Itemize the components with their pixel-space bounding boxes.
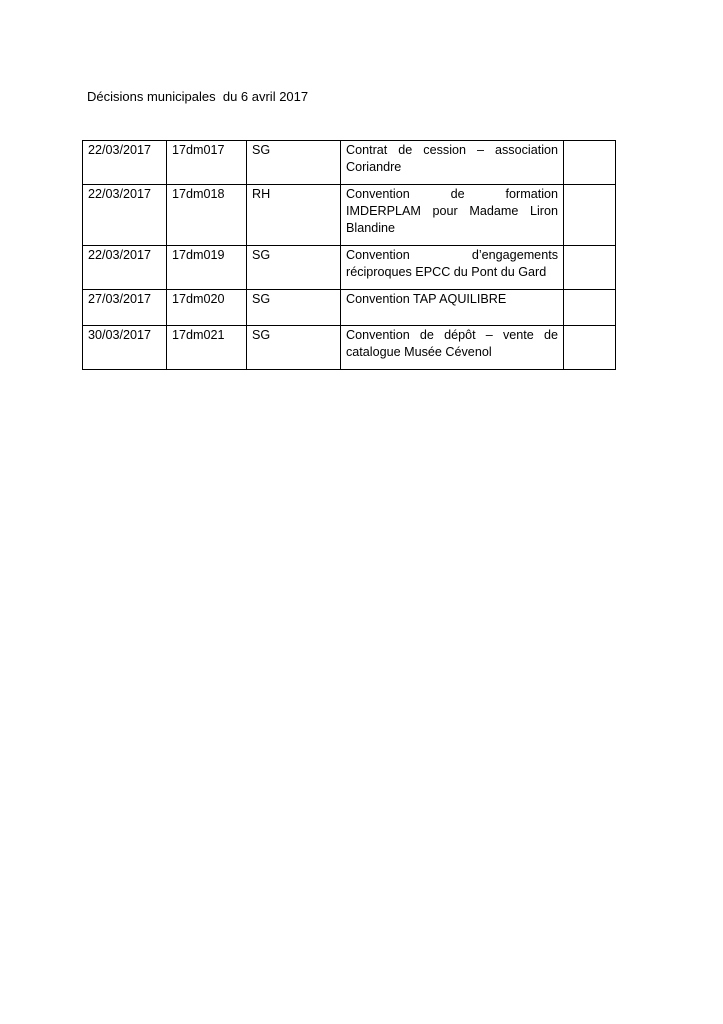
date-cell: 22/03/2017 xyxy=(83,141,167,185)
empty-cell xyxy=(564,290,616,326)
page-title: Décisions municipales du 6 avril 2017 xyxy=(87,89,309,104)
empty-cell xyxy=(564,185,616,246)
decisions-table xyxy=(82,140,616,370)
decision-number-cell: 17dm021 xyxy=(167,326,247,370)
table-row xyxy=(83,290,616,326)
subject-cell: Convention TAP AQUILIBRE xyxy=(341,290,564,326)
service-cell: SG xyxy=(247,246,341,290)
date-cell: 27/03/2017 xyxy=(83,290,167,326)
decision-number-cell: 17dm017 xyxy=(167,141,247,185)
subject-cell: Convention de formation IMDERPLAM pour Madame Liron Blandine xyxy=(341,185,564,246)
decision-number-cell: 17dm020 xyxy=(167,290,247,326)
service-cell: SG xyxy=(247,141,341,185)
table-row xyxy=(83,141,616,185)
table-row xyxy=(83,185,616,246)
service-cell: RH xyxy=(247,185,341,246)
empty-cell xyxy=(564,246,616,290)
service-cell: SG xyxy=(247,326,341,370)
decision-number-cell: 17dm018 xyxy=(167,185,247,246)
subject-cell: Contrat de cession – association Coriandre xyxy=(341,141,564,185)
subject-cell: Convention d’engagements réciproques EPCC du Pont du Gard xyxy=(341,246,564,290)
date-cell: 30/03/2017 xyxy=(83,326,167,370)
date-cell: 22/03/2017 xyxy=(83,185,167,246)
service-cell: SG xyxy=(247,290,341,326)
decision-number-cell: 17dm019 xyxy=(167,246,247,290)
table-row xyxy=(83,246,616,290)
empty-cell xyxy=(564,141,616,185)
empty-cell xyxy=(564,326,616,370)
subject-cell: Convention de dépôt – vente de catalogue Musée Cévenol xyxy=(341,326,564,370)
date-cell: 22/03/2017 xyxy=(83,246,167,290)
table-row xyxy=(83,326,616,370)
